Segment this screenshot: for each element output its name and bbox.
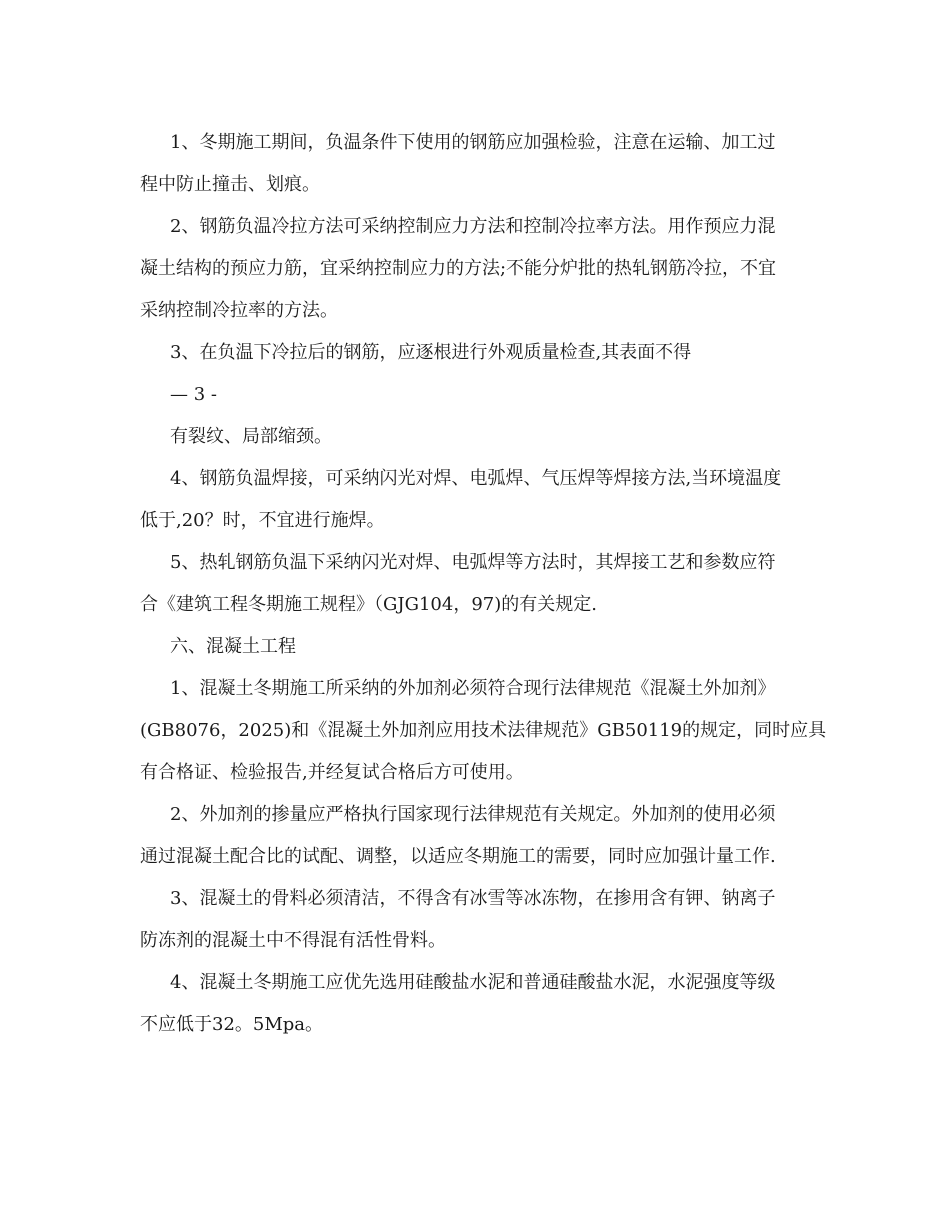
paragraph-line: 凝土结构的预应力筋，宜采纳控制应力的方法;不能分炉批的热轧钢筋冷拉，不宜 <box>140 258 777 279</box>
paragraph-line: 3、在负温下冷拉后的钢筋，应逐根进行外观质量检查,其表面不得 <box>170 342 692 363</box>
paragraph-line: 4、钢筋负温焊接，可采纳闪光对焊、电弧焊、气压焊等焊接方法,当环境温度 <box>170 468 782 489</box>
paragraph-line: 5、热轧钢筋负温下采纳闪光对焊、电弧焊等方法时，其焊接工艺和参数应符 <box>170 552 776 573</box>
paragraph-line: 采纳控制冷拉率的方法。 <box>140 300 338 321</box>
paragraph-line: (GB8076，2025)和《混凝土外加剂应用技术法律规范》GB50119的规定，同时应具 <box>140 720 827 741</box>
page-number: — 3 - <box>170 384 217 405</box>
paragraph-line: 通过混凝土配合比的试配、调整，以适应冬期施工的需要，同时应加强计量工作. <box>140 846 776 867</box>
paragraph-line: 低于,20？时，不宜进行施焊。 <box>140 510 385 531</box>
paragraph-line: 程中防止撞击、划痕。 <box>140 174 320 195</box>
paragraph-line: 3、混凝土的骨料必须清洁，不得含有冰雪等冰冻物，在掺用含有钾、钠离子 <box>170 888 776 909</box>
section-heading: 六、混凝土工程 <box>170 636 296 657</box>
paragraph-line: 2、钢筋负温冷拉方法可采纳控制应力方法和控制冷拉率方法。用作预应力混 <box>170 216 776 237</box>
paragraph-line: 有裂纹、局部缩颈。 <box>170 426 332 447</box>
paragraph-line: 4、混凝土冬期施工应优先选用硅酸盐水泥和普通硅酸盐水泥，水泥强度等级 <box>170 972 776 993</box>
paragraph-line: 不应低于32。5Mpa。 <box>140 1014 324 1035</box>
paragraph-line: 有合格证、检验报告,并经复试合格后方可使用。 <box>140 762 524 783</box>
paragraph-line: 防冻剂的混凝土中不得混有活性骨料。 <box>140 930 446 951</box>
paragraph-line: 1、混凝土冬期施工所采纳的外加剂必须符合现行法律规范《混凝土外加剂》 <box>170 678 776 699</box>
paragraph-line: 合《建筑工程冬期施工规程》（GJG104，97)的有关规定. <box>140 594 597 615</box>
paragraph-line: 1、冬期施工期间，负温条件下使用的钢筋应加强检验，注意在运输、加工过 <box>170 132 776 153</box>
paragraph-line: 2、外加剂的掺量应严格执行国家现行法律规范有关规定。外加剂的使用必须 <box>170 804 776 825</box>
